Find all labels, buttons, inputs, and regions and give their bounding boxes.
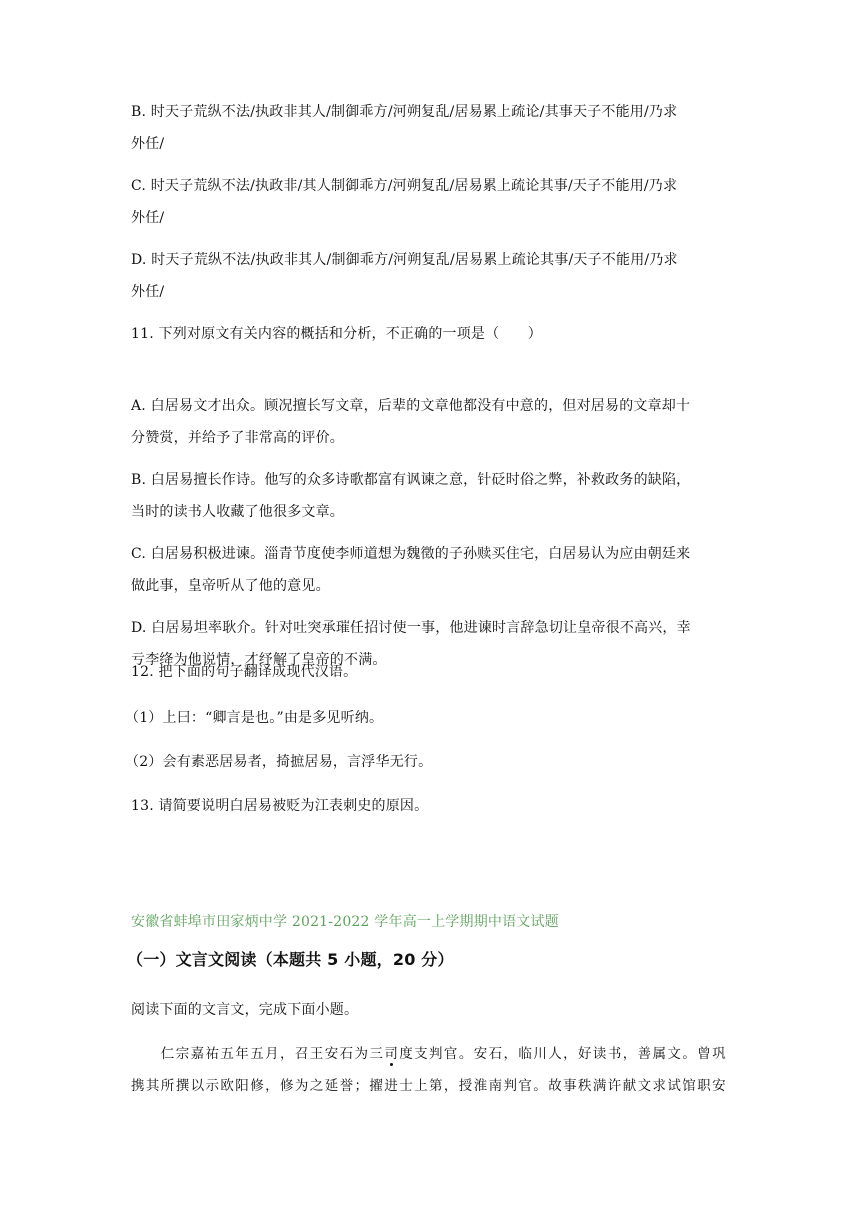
question-11-stem [131,318,731,350]
option-line: D. 白居易坦率耿介。针对吐突承璀任招讨使一事，他进谏时言辞急切让皇帝很不高兴，幸 [131,620,691,636]
option-line: 外任/ [131,284,165,300]
heading-text: （一）文言文阅读（本题共 5 小题，20 分） [127,950,454,969]
instruction-text: 阅读下面的文言文，完成下面小题。 [131,1002,359,1018]
option-line: B. 白居易擅长作诗。他写的众多诗歌都富有讽谏之意，针砭时俗之弊，补救政务的缺陷， [131,472,691,488]
option-line: 分赞赏，并给予了非常高的评价。 [131,430,344,446]
question-13-stem [131,790,731,822]
sentence-text: （1）上曰：“卿言是也。”由是多见听纳。 [125,710,384,726]
emphasis-dot-char: 司 [384,1046,400,1062]
option-11b [131,464,731,528]
option-10d [131,244,731,308]
option-line: 外任/ [131,210,165,226]
option-line: 当时的读书人收藏了他很多文章。 [131,504,344,520]
passage-text: 仁宗嘉祐五年五月，召王安石为三 [131,1046,385,1062]
option-line: C. 白居易积极进谏。淄青节度使李师道想为魏徵的子孙赎买住宅，白居易认为应由朝廷来 [131,546,691,562]
sentence-text: （2）会有素恶居易者，掎摭居易，言浮华无行。 [125,754,433,770]
passage-line: 携其所撰以示欧阳修，修为之延誉；擢进士上第，授淮南判官。故事秩满许献文求试馆职安 [131,1078,727,1094]
instruction [131,994,731,1026]
option-11a [131,390,731,454]
option-10b [131,96,731,160]
question-12-sentence-2 [125,746,725,778]
option-line: B. 时天子荒纵不法/执政非其人/制御乖方/河朔复乱/居易累上疏论/其事天子不能用/乃求 [131,104,678,120]
option-line: 外任/ [131,136,165,152]
section-heading [127,944,727,976]
option-line: C. 时天子荒纵不法/执政非/其人制御乖方/河朔复乱/居易累上疏论其事/天子不能用/乃求 [131,178,678,194]
question-text: 13. 请简要说明白居易被贬为江表刺史的原因。 [131,798,429,814]
source-text: 安徽省蚌埠市田家炳中学 2021-2022 学年高一上学期期中语文试题 [131,914,559,930]
question-text: 12. 把下面的句子翻译成现代汉语。 [131,664,358,680]
option-line: 亏李绛为他说情，才纾解了皇帝的不满。 [131,652,387,668]
option-10c [131,170,731,234]
source-title [131,906,731,938]
option-line: A. 白居易文才出众。顾况擅长写文章，后辈的文章他都没有中意的，但对居易的文章却十 [131,398,691,414]
question-12-stem [131,656,731,688]
option-line: D. 时天子荒纵不法/执政非其人/制御乖方/河朔复乱/居易累上疏论其事/天子不能用/乃求 [131,252,678,268]
passage-text: 度支判官。安石，临川人，好读书，善属文。曾巩 [399,1046,728,1062]
option-line: 做此事，皇帝听从了他的意见。 [131,578,330,594]
question-text: 11. 下列对原文有关内容的概括和分析，不正确的一项是（ ） [131,326,542,342]
passage [131,1038,731,1102]
option-11c [131,538,731,602]
question-12-sentence-1 [125,702,725,734]
passage-line [131,1038,731,1070]
